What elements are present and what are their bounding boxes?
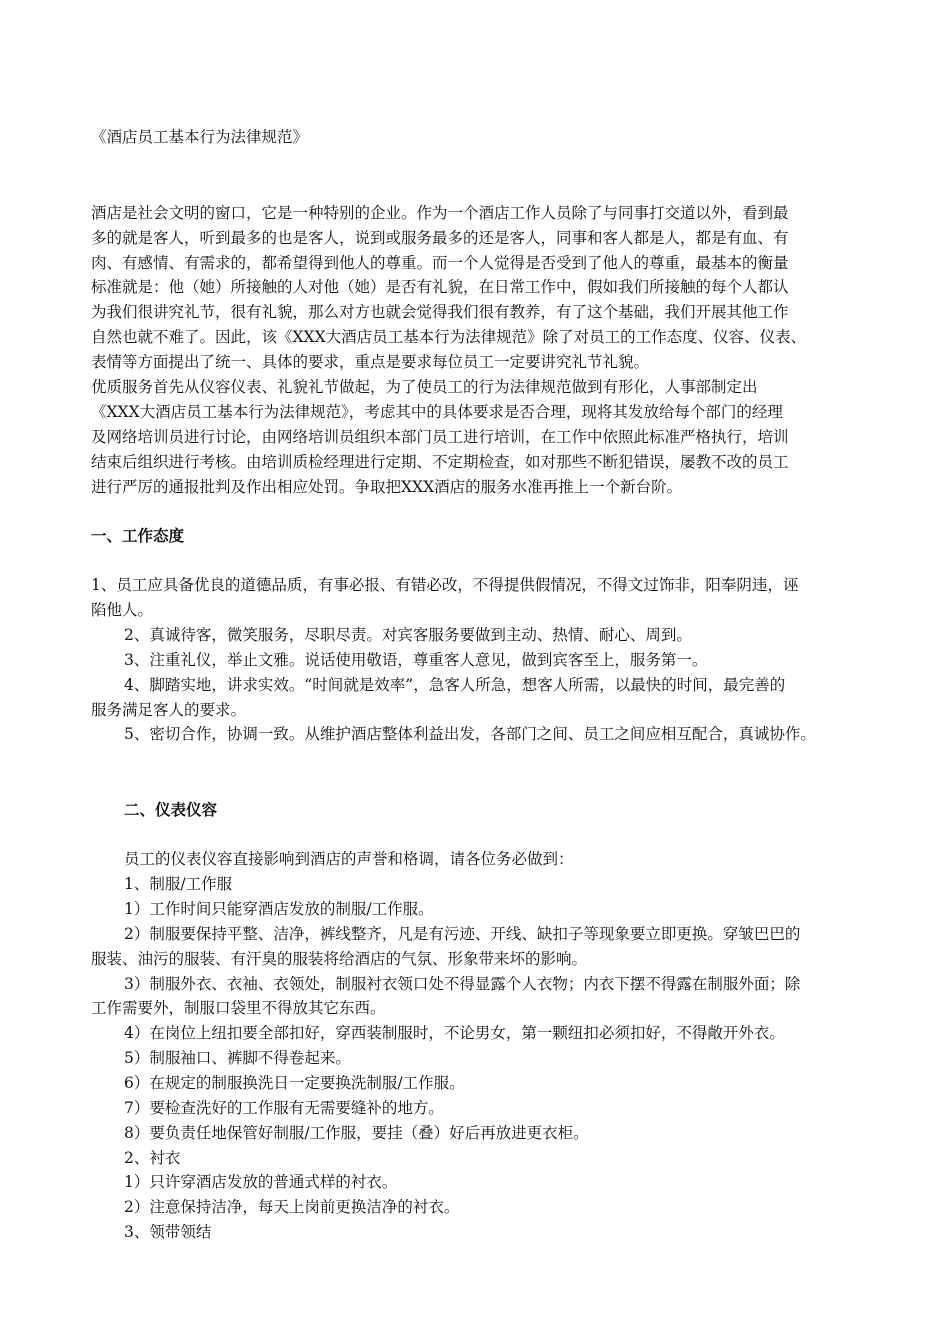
section2-line: 3）制服外衣、衣袖、衣领处，制服衬衣领口处不得显露个人衣物；内衣下摆不得露在制服外面；除 [124,975,801,993]
document-title: 《酒店员工基本行为法律规范》 [91,128,309,146]
section2-line: 服装、油污的服装、有汗臭的服装将给酒店的气氛、形象带来坏的影响。 [91,950,588,968]
intro-line: 进行严厉的通报批判及作出相应处罚。争取把XXX酒店的服务水准再推上一个新台阶。 [91,478,683,496]
intro-line: 结束后组织进行考核。由培训质检经理进行定期、不定期检查，如对那些不断犯错误，屡教不改的员工 [91,453,789,471]
intro-line: 表情等方面提出了统一、具体的要求，重点是要求每位员工一定要讲究礼节礼貌。 [91,353,650,371]
section2-line: 8）要负责任地保管好制服/工作服，要挂（叠）好后再放进更衣柜。 [124,1124,589,1142]
section1-line: 5、密切合作，协调一致。从维护酒店整体利益出发，各部门之间、员工之间应相互配合，真诚协作。 [124,725,816,743]
intro-line: 酒店是社会文明的窗口，它是一种特别的企业。作为一个酒店工作人员除了与同事打交道以外，看到最 [91,204,789,222]
section-heading: 二、仪表仪容 [124,800,218,819]
intro-line: 及网络培训员进行讨论，由网络培训员组织本部门员工进行培训，在工作中依照此标准严格执行，培训 [91,428,789,446]
section1-line: 服务满足客人的要求。 [91,701,247,719]
section2-line: 1、制服/工作服 [124,875,233,893]
section1-line: 4、脚踏实地，讲求实效。“时间就是效率”，急客人所急，想客人所需，以最快的时间，最完善的 [124,676,786,694]
section-heading: 一、工作态度 [91,526,185,545]
intro-line: 优质服务首先从仪容仪表、礼貌礼节做起，为了使员工的行为法律规范做到有形化，人事部制定出 [91,378,758,396]
intro-line: 多的就是客人，听到最多的也是客人，说到或服务最多的还是客人，同事和客人都是人，都是有血、有 [91,229,789,247]
intro-line: 自然也就不难了。因此，该《XXX大酒店员工基本行为法律规范》除了对员工的工作态度、仪容、仪表、 [91,328,807,346]
section2-line: 3、领带领结 [124,1223,212,1241]
section2-line: 1）只许穿酒店发放的普通式样的衬衣。 [124,1173,398,1191]
intro-line: 为我们很讲究礼节，很有礼貌，那么对方也就会觉得我们很有教养，有了这个基础，我们开展其他工作 [91,303,789,321]
intro-line: 《XXX大酒店员工基本行为法律规范》，考虑其中的具体要求是否合理，现将其发放给每个部门的经理 [91,403,783,421]
intro-line: 标准就是：他（她）所接触的人对他（她）是否有礼貌，在日常工作中，假如我们所接触的每个人都认 [91,278,789,296]
section2-line: 2）注意保持洁净，每天上岗前更换洁净的衬衣。 [124,1198,460,1216]
section2-line: 员工的仪表仪容直接影响到酒店的声誉和格调，请各位务必做到： [124,850,574,868]
section2-line: 7）要检查洗好的工作服有无需要缝补的地方。 [124,1099,444,1117]
intro-line: 肉、有感情、有需求的，都希望得到他人的尊重。而一个人觉得是否受到了他人的尊重，最基本的衡量 [91,254,789,272]
section2-line: 工作需要外，制服口袋里不得放其它东西。 [91,999,386,1017]
section1-line: 2、真诚待客，微笑服务，尽职尽责。对宾客服务要做到主动、热情、耐心、周到。 [124,626,692,644]
section1-line: 陷他人。 [91,601,154,619]
section2-line: 2）制服要保持平整、洁净，裤线整齐，凡是有污迹、开线、缺扣子等现象要立即更换。穿皱巴巴的 [124,925,801,943]
section2-line: 5）制服袖口、裤脚不得卷起来。 [124,1049,351,1067]
section2-line: 4）在岗位上纽扣要全部扣好，穿西装制服时，不论男女，第一颗纽扣必须扣好，不得敞开外衣。 [124,1024,785,1042]
section2-line: 6）在规定的制服换洗日一定要换洗制服/工作服。 [124,1074,465,1092]
section2-line: 1）工作时间只能穿酒店发放的制服/工作服。 [124,900,434,918]
section1-line: 1、员工应具备优良的道德品质，有事必报、有错必改，不得提供假情况，不得文过饰非，阳奉阴违，诬 [91,576,799,594]
section2-line: 2、衬衣 [124,1149,181,1167]
section1-line: 3、注重礼仪，举止文雅。说话使用敬语，尊重客人意见，做到宾客至上，服务第一。 [124,651,708,669]
